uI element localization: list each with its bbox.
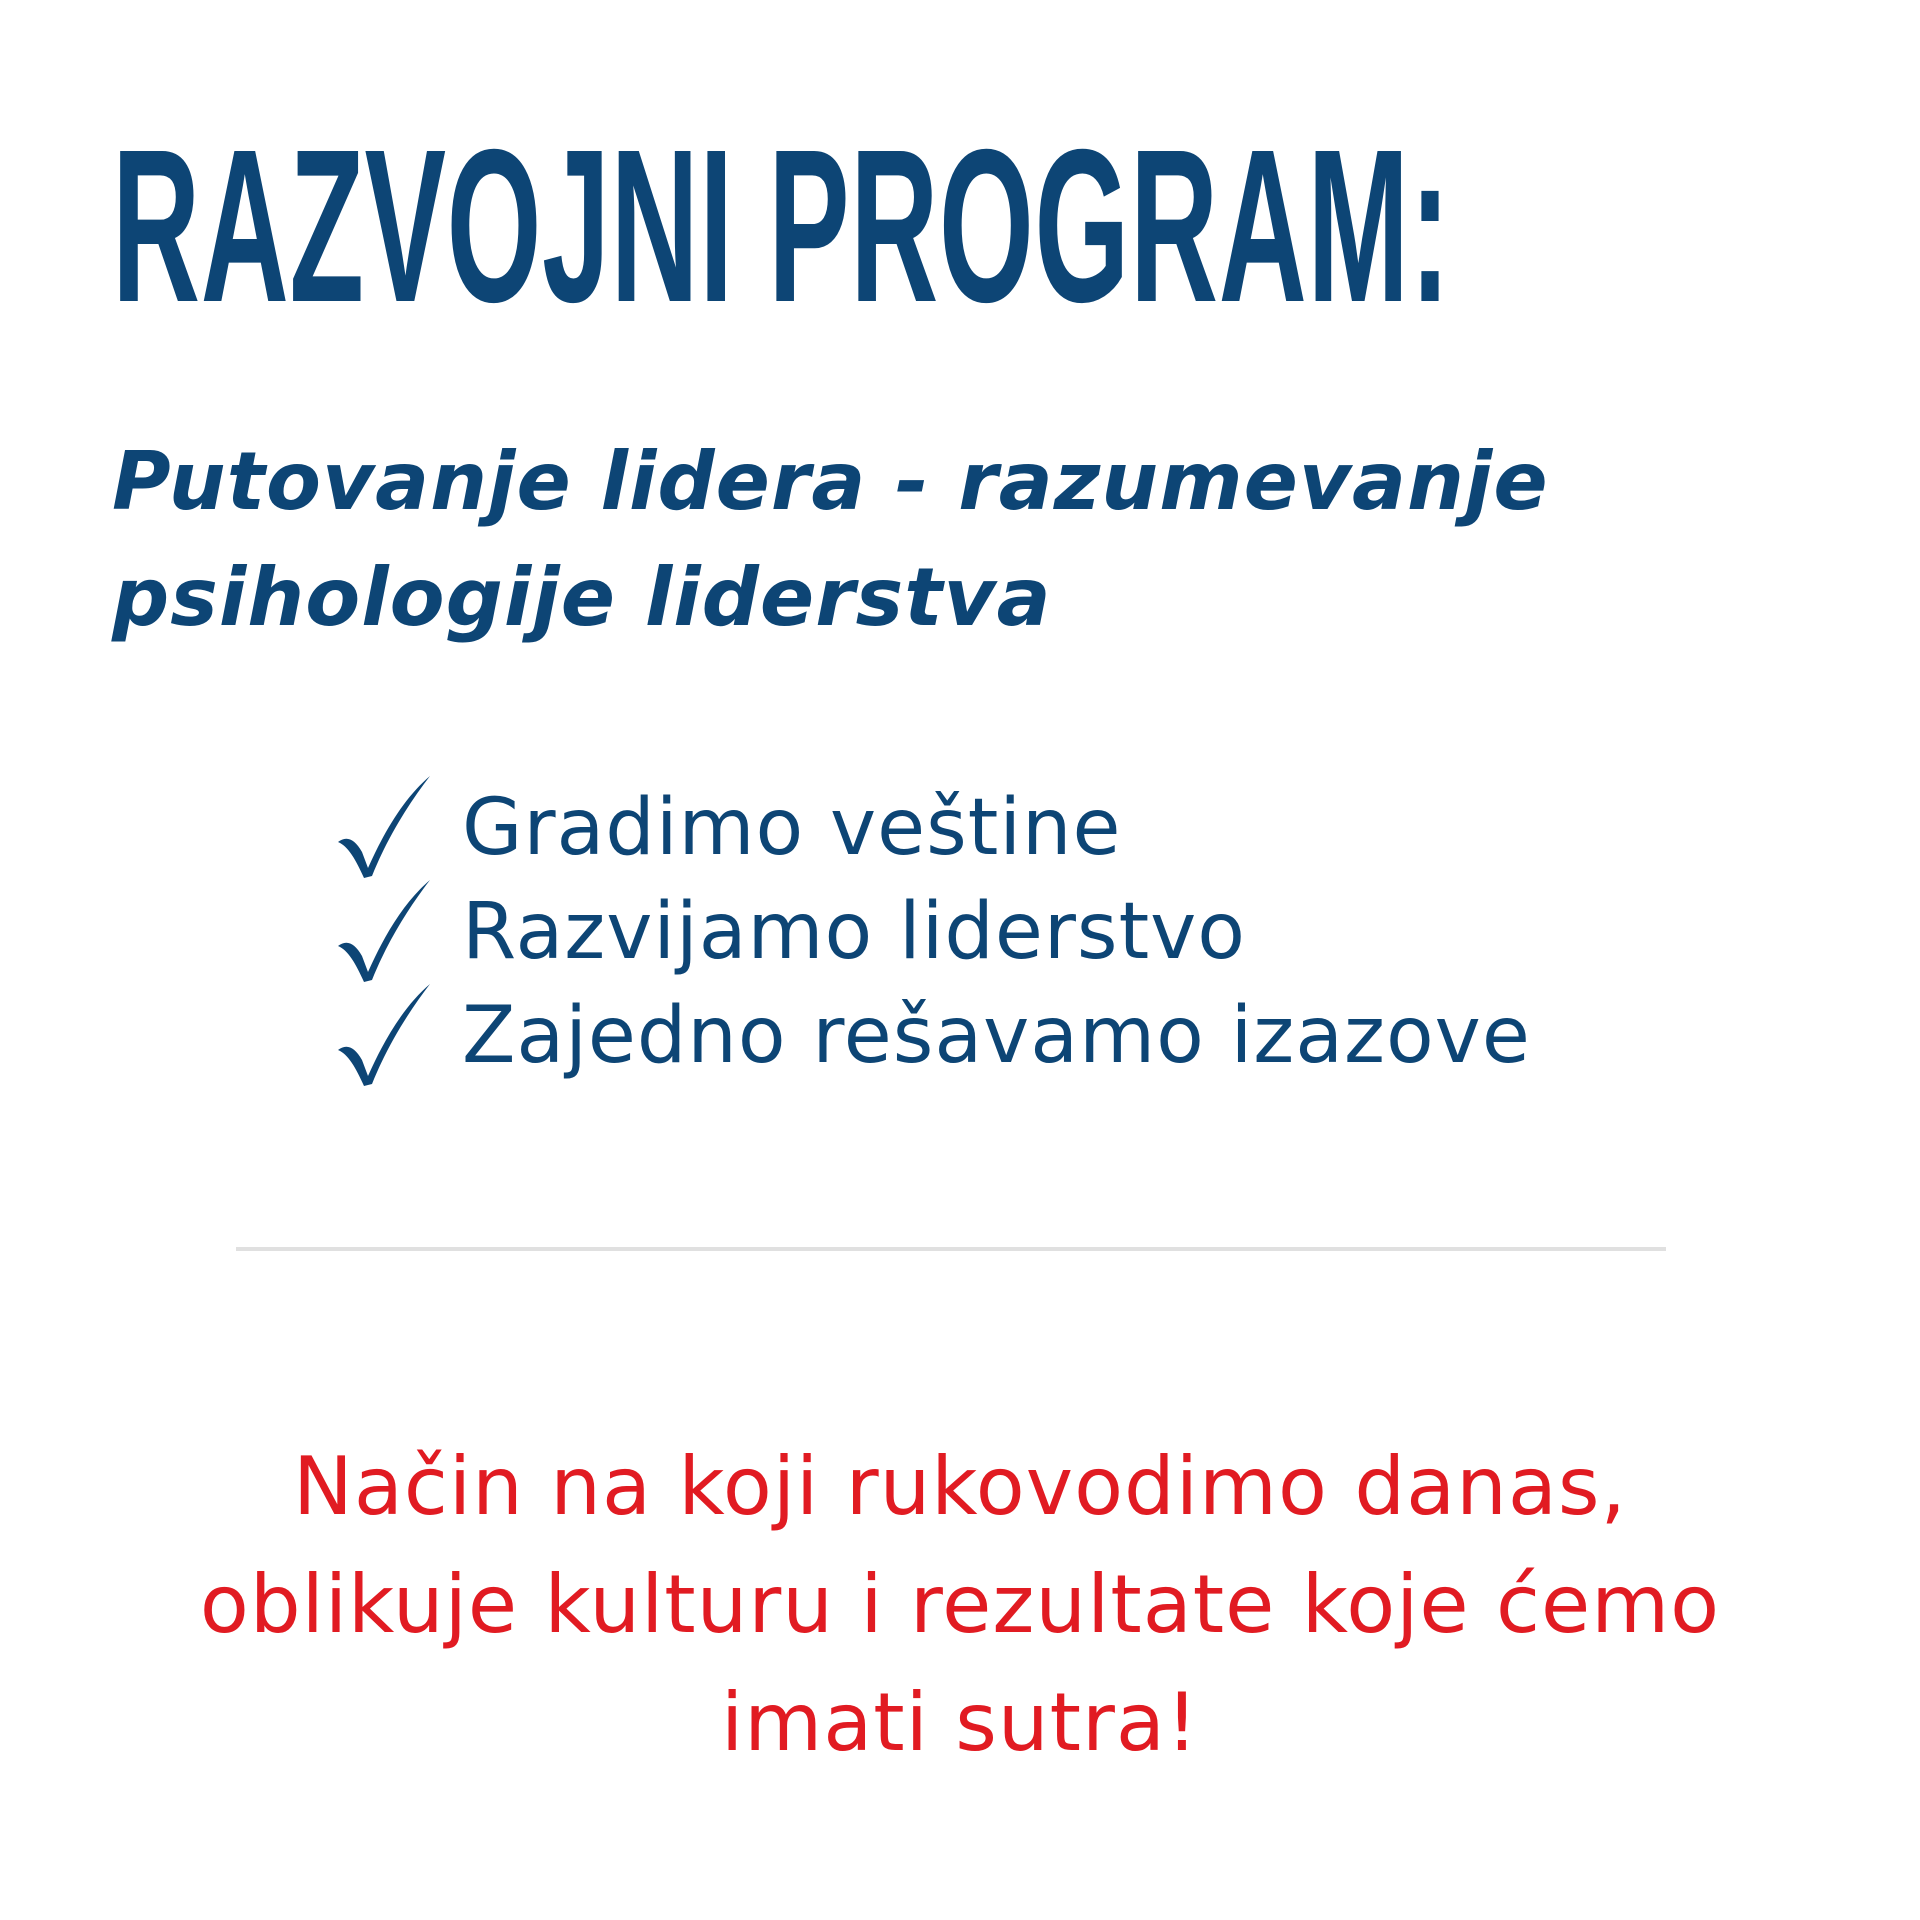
checklist-item-label: Zajedno rešavamo izazove [462,991,1531,1081]
tagline: Način na koji rukovodimo danas, oblikuje kulturu i rezultate koje ćemo imati sutra! [199,1440,1721,1769]
divider [236,1247,1666,1251]
checklist-item [332,776,1531,880]
checkmark-icon [332,776,432,880]
checklist-item [332,880,1531,984]
checklist-item-label: Gradimo veštine [462,783,1122,873]
benefits-checklist [332,776,1531,1088]
checklist-item [332,984,1531,1088]
checklist-item-label: Razvijamo liderstvo [462,887,1247,977]
page-title: RAZVOJNI PROGRAM: [112,105,1451,348]
subtitle: Putovanje lidera - razumevanje psihologije liderstva [112,435,1549,644]
checkmark-icon [332,984,432,1088]
checkmark-icon [332,880,432,984]
